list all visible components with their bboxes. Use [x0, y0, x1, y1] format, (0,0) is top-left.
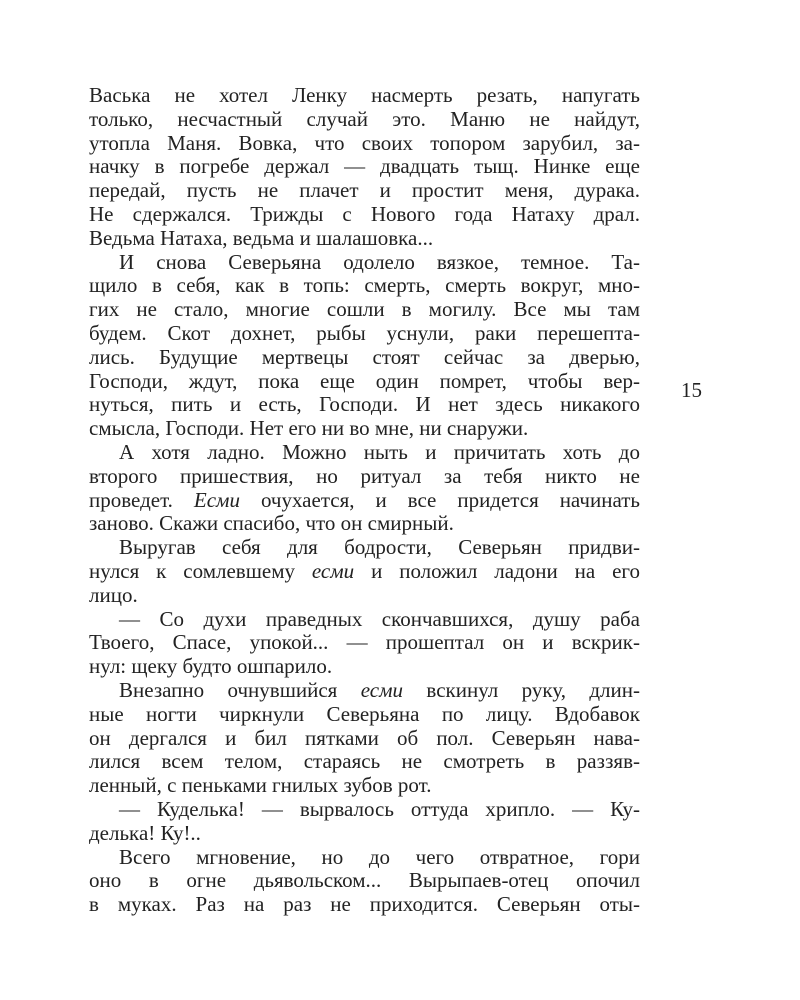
text-line: — Со духи праведных скончавшихся, душу раба — [119, 606, 640, 631]
text-line — [89, 679, 640, 703]
text-line: только, несчастный случай это. Маню не найдут, — [89, 106, 640, 131]
text-line: щило в себя, как в топь: смерть, смерть вокруг, мно- — [89, 273, 640, 298]
text-segment: очухается, и все придется начинать — [239, 487, 640, 512]
text-line: гих не стало, многие сошли в могилу. Все мы там — [89, 297, 640, 322]
text-line: в муках. Раз на раз не приходится. Северьян оты- — [89, 892, 640, 917]
text-line: нуться, пить и есть, Господи. И нет здесь никакого — [89, 392, 640, 417]
text-segment: Внезапно очнувшийся — [119, 677, 361, 702]
text-line: утопла Маня. Вовка, что своих топором зарубил, за- — [89, 130, 640, 155]
text-line: Всего мгновение, но до чего отвратное, гори — [119, 844, 640, 869]
text-line: Господи, ждут, пока еще один помрет, чтобы вер- — [89, 368, 640, 393]
text-line: ленный, с пеньками гнилых зубов рот. — [89, 773, 432, 798]
text-line: Твоего, Спасе, упокой... — прошептал он и вскрик- — [89, 630, 640, 655]
text-segment: проведет. — [89, 487, 194, 512]
text-line: начку в погребе держал — двадцать тыщ. Нинке еще — [89, 154, 640, 179]
text-line: оно в огне дьявольском... Вырыпаев-отец опочил — [89, 868, 640, 893]
text-line: ные ногти чиркнули Северьяна по лицу. Вдобавок — [89, 701, 640, 726]
text-line: делька! Ку!.. — [89, 820, 201, 845]
text-line: — Куделька! — вырвалось оттуда хрипло. — Ку- — [119, 796, 640, 821]
text-line: нул: щеку будто ошпарило. — [89, 654, 333, 679]
text-line: смысла, Господи. Нет его ни во мне, ни снаружи. — [89, 416, 529, 441]
page-number: 15 — [681, 378, 702, 402]
text-segment: нулся к сомлевшему — [89, 558, 312, 583]
text-line: И снова Северьяна одолело вязкое, темное. Та- — [119, 249, 640, 274]
text-segment: вскинул руку, длин- — [403, 677, 640, 702]
text-line — [89, 560, 640, 584]
text-segment: и положил ладони на его — [354, 558, 640, 583]
text-line: он дергался и бил пятками об пол. Северьян нава- — [89, 725, 640, 750]
text-line — [89, 489, 640, 513]
text-line: лись. Будущие мертвецы стоят сейчас за дверью, — [89, 344, 640, 369]
text-line: Выругав себя для бодрости, Северьян придви- — [119, 535, 640, 560]
italic-term: есми — [311, 558, 355, 583]
body-text — [89, 84, 640, 917]
text-line: заново. Скажи спасибо, что он смирный. — [89, 511, 454, 536]
text-line: А хотя ладно. Можно ныть и причитать хоть до — [119, 439, 640, 464]
text-line: Васька не хотел Ленку насмерть резать, напугать — [89, 83, 640, 107]
text-line: Ведьма Натаха, ведьма и шалашовка... — [89, 225, 434, 250]
text-line: Не сдержался. Трижды с Нового года Натаху драл. — [89, 201, 640, 226]
text-line: лился всем телом, стараясь не смотреть в раззяв- — [89, 749, 640, 774]
text-line: передай, пусть не плачет и простит меня, дурака. — [89, 178, 640, 203]
text-line: лицо. — [89, 582, 138, 607]
text-line: будем. Скот дохнет, рыбы уснули, раки перешепта- — [89, 320, 640, 345]
italic-term: Есми — [193, 487, 240, 512]
text-line: второго пришествия, но ритуал за тебя никто не — [89, 463, 640, 488]
italic-term: есми — [360, 677, 404, 702]
